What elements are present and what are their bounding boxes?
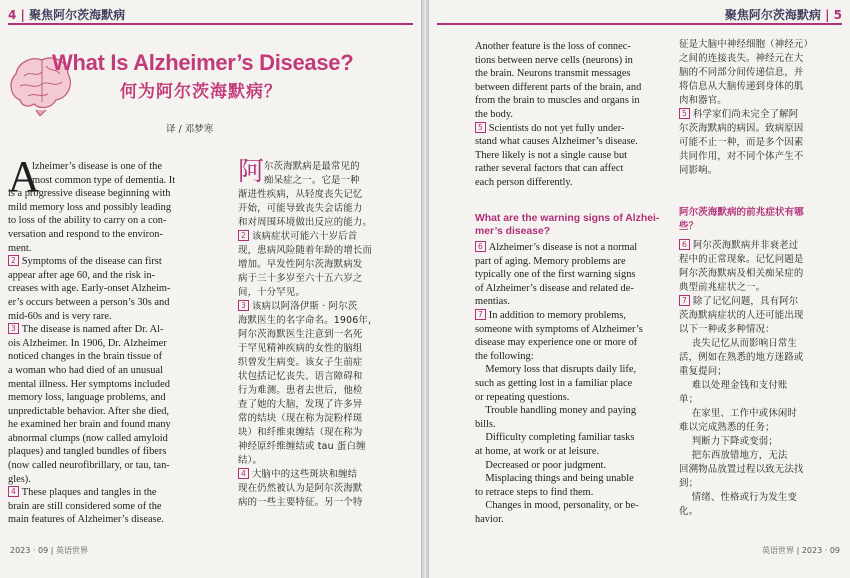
text-line: 到； (679, 478, 699, 489)
paragraph-number: 6 (679, 239, 690, 250)
chinese-column-left (238, 157, 378, 510)
text-line: abnormal clumps (now called amyloid (8, 432, 168, 444)
text-line: unpredictable behavior. After she died, (8, 405, 169, 417)
text-line: mid-60s and is very rare. (8, 310, 112, 322)
text-line: 间，十分罕见。 (238, 287, 306, 298)
paragraph-number: 4 (238, 468, 249, 479)
text-line: typically one of the first warning signs (475, 269, 636, 281)
text-line: mentias. (475, 296, 510, 308)
text-line: a woman who had died of an unusual (8, 364, 163, 376)
paragraph-text: The disease is named after Dr. Al- (21, 324, 164, 336)
text-line: from the brain to muscles and organs in (475, 95, 640, 107)
text-line: 程中的正常现象。记忆问题是 (679, 254, 804, 265)
text-line: 现在仍然被认为是阿尔茨海默 (238, 483, 363, 494)
text-line: 丧失记忆从而影响日常生 (679, 338, 798, 349)
article-title-cn: 何为阿尔茨海默病？ (120, 82, 282, 102)
text-line: 病于三十多岁至六十五六岁之 (238, 273, 363, 284)
english-column-right-bottom (475, 241, 643, 526)
left-page (0, 0, 421, 578)
paragraph-text: 大脑中的这些斑块和缠结 (251, 469, 358, 480)
text-line: memory loss, language problems, and (8, 392, 166, 404)
text-line: 情绪、性格或行为发生变 (679, 492, 798, 503)
text-line: 之间的连接丧失。神经元在大 (679, 53, 804, 64)
text-line: mental illness. Her symptoms included (8, 378, 170, 390)
text-line: 典型前兆症状之一。 (679, 282, 766, 293)
text-line: to retrace steps to find them. (475, 486, 594, 498)
text-line: brain are still considered some of the (8, 500, 162, 512)
text-line: 把东西放错地方，无法 (679, 450, 788, 461)
text-line: plaques) and tangled bundles of fibers (8, 446, 167, 458)
paragraph-number: 3 (8, 323, 19, 334)
text-line: gles). (8, 473, 31, 485)
text-line: between different parts of the brain, and (475, 81, 642, 93)
text-line (475, 241, 643, 255)
text-line (679, 108, 813, 122)
text-line: 肉和器官。 (679, 95, 727, 106)
text-line: 活，例如在熟悉的地方迷路或 (679, 352, 804, 363)
text-line: 和对周围环境做出反应的能力。 (238, 217, 373, 228)
drop-cap-cn: 阿 (238, 157, 265, 187)
text-line: 增加。早发性阿尔茨海默病发 (238, 259, 363, 270)
text-line: to loss of the ability to carry on a con- (8, 215, 167, 227)
text-line (475, 122, 641, 136)
page-footer-right: 英语世界 | 2023 · 09 (762, 546, 840, 555)
page-number: 5 (833, 8, 842, 22)
text-line: 茨海默病症状的人还可能出现 (679, 310, 804, 321)
text-line: each person differently. (475, 176, 573, 188)
text-line: the body. (475, 108, 513, 120)
english-column-right-top (475, 40, 641, 190)
text-line: Difficulty completing familiar tasks (475, 432, 635, 444)
article-title-en: What Is Alzheimer’s Disease? (52, 50, 354, 75)
text-line: 神经原纤维缠结或 tau 蛋白缠 (238, 441, 366, 452)
paragraph-number: 5 (679, 108, 690, 119)
text-line (679, 239, 803, 253)
text-line: 海默医生的名字命名。1906年， (238, 315, 378, 326)
paragraph-text: These plaques and tangles in the (21, 487, 157, 499)
paragraph-number: 4 (8, 486, 19, 497)
text-line: 阿尔茨海默病及相关痴呆症的 (679, 268, 804, 279)
text-line: ment. (8, 242, 32, 254)
chinese-column-right-top (679, 38, 813, 178)
text-line: versation and respond to the environ- (8, 228, 163, 240)
page-footer-left: 2023 · 09 | 英语世界 (10, 546, 88, 555)
text-line: mild memory loss and possibly leading (8, 201, 172, 213)
text-line: 块）和纤维束缠结（现在称为 (238, 427, 363, 438)
text-line: stand what causes Alzheimer’s disease. (475, 136, 638, 148)
english-column-left (8, 160, 175, 527)
text-line: 尔茨海默病的病因。致病原因 (679, 123, 804, 134)
text-line: 开始，可能导致丧失会话能力 (238, 203, 363, 214)
paragraph-text: 科学家们尚未完全了解阿 (692, 109, 799, 120)
text-line: Changes in mood, personality, or be- (475, 500, 639, 512)
page-header-right: 聚焦阿尔茨海默病 | 5 (724, 8, 842, 22)
text-line: havior. (475, 513, 504, 525)
text-line: ois Alzheimer. In 1906, Dr. Alzheimer (8, 337, 167, 349)
subheading-en: What are the warning signs of Alzhei- mer’s disease? (475, 213, 660, 237)
text-line: 征是大脑中神经细胞（神经元） (679, 39, 814, 50)
paragraph-text: 除了记忆问题，具有阿尔 (692, 296, 799, 307)
text-line: 难以完成熟悉的任务； (679, 422, 775, 433)
paragraph-text: Symptoms of the disease can first (21, 256, 162, 268)
text-line: part of aging. Memory problems are (475, 255, 626, 267)
text-line: 查了她的大脑，发现了许多异 (238, 399, 363, 410)
paragraph-number: 7 (475, 309, 486, 320)
text-line: 化。 (679, 506, 699, 517)
text-line: 尔茨海默病是最常见的 (264, 161, 360, 172)
text-line: 将信息从大脑传递到身体的肌 (679, 81, 804, 92)
text-line: Trouble handling money and paying (475, 405, 637, 417)
text-line: the following: (475, 350, 534, 362)
header-rule (437, 23, 842, 25)
page-number: 4 (8, 8, 17, 22)
paragraph-number: 2 (8, 255, 19, 266)
book-gutter (421, 0, 429, 578)
text-line (679, 295, 803, 309)
text-line: 病的一些主要特征。另一个特 (238, 497, 363, 508)
translator-credit: 译 / 邓梦寒 (166, 124, 214, 135)
text-line: is a progressive disease beginning with (8, 188, 171, 200)
text-line: creases with age. Early-onset Alzheim- (8, 283, 171, 295)
text-line: bills. (475, 418, 496, 430)
text-line (238, 300, 378, 314)
text-line: 脑的不同部分间传递信息，并 (679, 67, 804, 78)
text-line: 重复提问； (679, 366, 727, 377)
text-line: 痴呆症之一。它是一种 (264, 175, 360, 186)
paragraph-text: Scientists do not yet fully under- (488, 122, 625, 134)
text-line: Another feature is the loss of connec- (475, 41, 631, 52)
text-line (238, 230, 378, 244)
text-line: at home, at work or at leisure. (475, 445, 600, 457)
header-rule (8, 23, 413, 25)
text-line: he examined her brain and found many (8, 419, 171, 431)
text-line: 状包括记忆丧失、语言障碍和 (238, 371, 363, 382)
text-line: There likely is not a single cause but (475, 149, 628, 161)
text-line: 阿尔茨海默医生注意到一名死 (238, 329, 363, 340)
paragraph-text: 阿尔茨海默病并非衰老过 (692, 240, 799, 251)
text-line: of Alzheimer’s disease and related de- (475, 282, 634, 294)
text-line: or repeating questions. (475, 391, 570, 403)
text-line (8, 255, 175, 269)
text-line: most common type of dementia. It (32, 174, 176, 186)
text-line: 以下一种或多种情况： (679, 324, 775, 335)
text-line: 常的结块（现在称为淀粉样斑 (238, 413, 363, 424)
paragraph-number: 5 (475, 122, 486, 133)
paragraph-text: 该病症状可能六十岁后首 (251, 231, 358, 242)
paragraph-text: In addition to memory problems, (488, 309, 626, 321)
text-line: 回溯物品放置过程以致无法找 (679, 464, 804, 475)
text-line (8, 486, 175, 500)
text-line: er’s occurs between a person’s 30s and (8, 296, 170, 308)
text-line: 同影响。 (679, 165, 718, 176)
text-line: such as getting lost in a familiar place (475, 377, 633, 389)
text-line (238, 468, 378, 482)
paragraph-text: Alzheimer’s disease is not a normal (488, 242, 638, 253)
text-line: 单； (679, 394, 699, 405)
text-line: Memory loss that disrupts daily life, (475, 364, 637, 376)
text-line: appear after age 60, and the risk in- (8, 269, 156, 281)
text-line: 渐进性疾病，从轻度丧失记忆 (238, 189, 363, 200)
text-line: 于罕见精神疾病的女性的脑组 (238, 343, 363, 354)
chinese-column-right-bottom (679, 239, 803, 519)
text-line: (now called neurofibrillary, or tau, tan- (8, 460, 170, 472)
drop-cap-en: A (8, 152, 40, 201)
text-line: 在家里、工作中或休闲时 (679, 408, 798, 419)
page-header-left: 4 | 聚焦阿尔茨海默病 (8, 8, 126, 22)
text-line: Decreased or poor judgment. (475, 459, 606, 471)
text-line: disease may experience one or more of (475, 337, 638, 349)
paragraph-number: 6 (475, 241, 486, 252)
paragraph-number: 2 (238, 230, 249, 241)
text-line: 难以处理金钱和支付账 (679, 380, 788, 391)
text-line: 判断力下降或变弱； (679, 436, 778, 447)
text-line: tions between nerve cells (neurons) in (475, 54, 633, 66)
text-line: 可能不止一种，而是多个因素 (679, 137, 804, 148)
text-line (8, 323, 175, 337)
text-line: 织曾发生病变。该女子生前症 (238, 357, 363, 368)
text-line: 现，患病风险随着年龄的增长而 (238, 245, 373, 256)
subheading-cn: 阿尔茨海默病的前兆症状有哪 些？ (679, 207, 804, 232)
text-line: noticed changes in the brain tissue of (8, 351, 163, 363)
text-line: the brain. Neurons transmit messages (475, 68, 631, 80)
paragraph-number: 3 (238, 300, 249, 311)
right-page (429, 0, 850, 578)
paragraph-number: 7 (679, 295, 690, 306)
text-line: 结）。 (238, 455, 263, 466)
section-title: 聚焦阿尔茨海默病 (29, 8, 126, 22)
text-line (475, 309, 643, 323)
text-line: rather several factors that can affect (475, 163, 624, 175)
text-line: Misplacing things and being unable (475, 473, 634, 485)
paragraph-text: 该病以阿洛伊斯 · 阿尔茨 (251, 301, 358, 312)
section-title: 聚焦阿尔茨海默病 (724, 8, 821, 22)
text-line: 共同作用，对不同个体产生不 (679, 151, 804, 162)
text-line: lzheimer’s disease is one of the (32, 161, 162, 172)
text-line: main features of Alzheimer’s disease. (8, 514, 164, 526)
text-line: 行为难测。患者去世后，他检 (238, 385, 363, 396)
text-line: someone with symptoms of Alzheimer’s (475, 323, 643, 335)
